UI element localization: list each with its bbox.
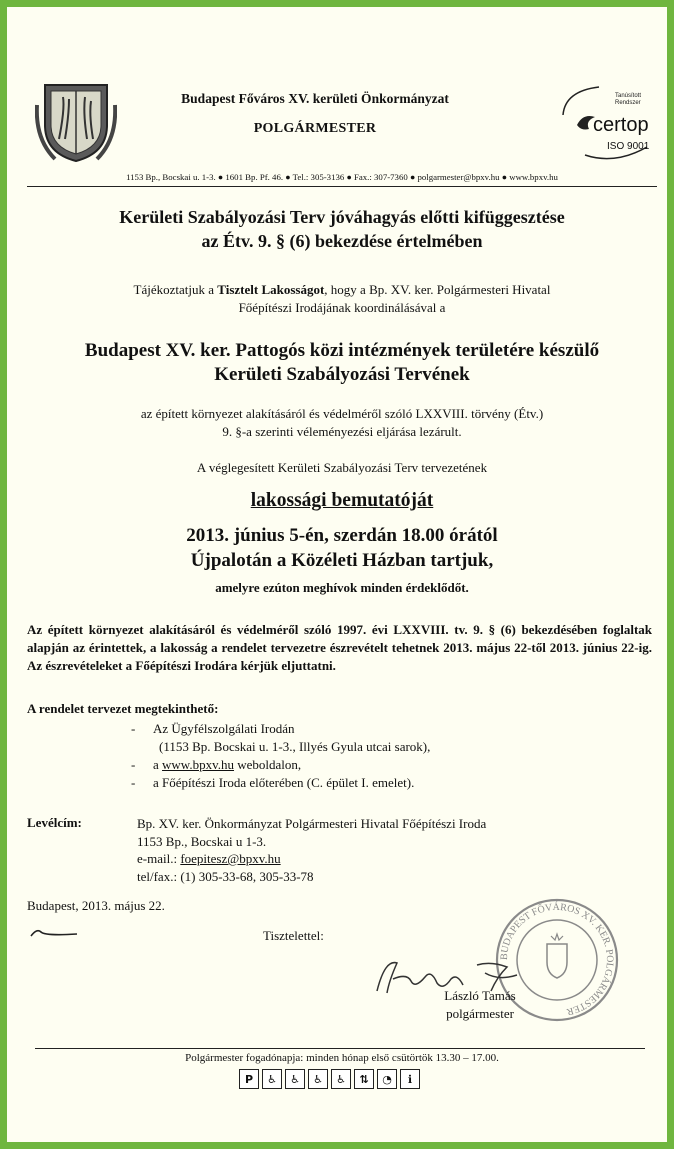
info-desk-icon: ℹ bbox=[400, 1069, 420, 1089]
view-locations-list bbox=[131, 720, 430, 792]
signer-title: polgármester bbox=[446, 1006, 514, 1021]
view-locations-title: A rendelet tervezet megtekinthető: bbox=[27, 701, 219, 716]
list-item-continuation: (1153 Bp. Bocskai u. 1-3., Illyés Gyula utcai sarok), bbox=[159, 739, 431, 754]
handwritten-mark bbox=[29, 922, 79, 942]
hearing-loop-icon: ◔ bbox=[377, 1069, 397, 1089]
list-item: - Az Ügyfélszolgálati Irodán bbox=[131, 721, 295, 736]
contact-line: 1153 Bp., Bocskai u. 1-3. ● 1601 Bp. Pf. 46. ● Tel.: 305-3136 ● Fax.: 307-7360 ● polgarmester@bpxv.hu ● www.bpxv.hu bbox=[27, 172, 657, 187]
accessible-toilet-icon: ♿ bbox=[285, 1069, 305, 1089]
document-date: Budapest, 2013. május 22. bbox=[27, 898, 165, 913]
phone-line: tel/fax.: (1) 305-33-68, 305-33-78 bbox=[137, 868, 314, 884]
event-line-2: Újpalotán a Közéleti Házban tartjuk, bbox=[190, 550, 494, 571]
intro-paragraph bbox=[27, 281, 657, 317]
project-line-1: Budapest XV. ker. Pattogós közi intézmények területére készülő bbox=[84, 340, 600, 361]
org-name: Budapest Főváros XV. kerületi Önkormányzat bbox=[181, 91, 449, 106]
intro-bold: Tisztelt Lakosságot bbox=[217, 282, 325, 297]
procedure-line-2: 9. §-a szerinti véleményezési eljárása lezárult. bbox=[222, 424, 462, 439]
office-hours: Polgármester fogadónapja: minden hónap első csütörtök 13.30 – 17.00. bbox=[185, 1052, 499, 1064]
procedure-line-1: az épített környezet alakításáról és védelméről szóló LXXVIII. törvény (Étv.) bbox=[140, 406, 544, 421]
address-line-1: Bp. XV. ker. Önkormányzat Polgármesteri Hivatal Főépítészi Iroda bbox=[137, 816, 487, 831]
presentation-heading: lakossági bemutatóját bbox=[250, 490, 434, 511]
wheelchair-icon: ♿ bbox=[308, 1069, 328, 1089]
list-item: - a Főépítészi Iroda előterében (C. épület I. emelet). bbox=[131, 775, 415, 790]
plan-paragraph: A véglegesített Kerületi Szabályozási Terv tervezetének bbox=[196, 460, 488, 475]
address-label: Levélcím: bbox=[27, 815, 82, 830]
accessible-parking-icon: ♿ bbox=[262, 1069, 282, 1089]
title-line-2: az Étv. 9. § (6) bekezdése értelmében bbox=[201, 231, 483, 251]
website-link[interactable]: www.bpxv.hu bbox=[162, 757, 235, 772]
elevator-icon: ⇅ bbox=[354, 1069, 374, 1089]
letterhead bbox=[35, 79, 650, 175]
office-name: POLGÁRMESTER bbox=[253, 121, 377, 136]
greeting: Tisztelettel: bbox=[263, 928, 324, 943]
project-title bbox=[27, 339, 657, 387]
legal-paragraph: Az épített környezet alakításáról és védelméről szóló 1997. évi LXXVIII. tv. 9. § (6) bekezdésében foglaltak alapján az érintettek, a lakosság a rendelet tervezetre észrevételt tehetnek 2013. május 22-től 2013. június 22-ig. Az észrevételeket a Főépítészi Irodára kérjük eljuttatni. bbox=[27, 622, 652, 673]
stamp-text: BUDAPEST FŐVÁROS XV. KER. POLGÁRMESTER bbox=[498, 901, 616, 1018]
signer-block bbox=[425, 987, 535, 1023]
page-title bbox=[27, 205, 657, 253]
email-link[interactable]: foepitesz@bpxv.hu bbox=[180, 851, 281, 866]
document-page bbox=[7, 7, 667, 1142]
cert-standard: ISO 9001 bbox=[607, 141, 650, 152]
intro-line-2: Főépítészi Irodájának koordinálásával a bbox=[238, 300, 446, 315]
accessible-entrance-icon: ♿ bbox=[331, 1069, 351, 1089]
invitation-text: amelyre ezúton meghívok minden érdeklődőt. bbox=[215, 580, 469, 595]
parking-icon: P bbox=[239, 1069, 259, 1089]
certop-iso-logo bbox=[555, 81, 653, 167]
list-item: - a www.bpxv.hu weboldalon, bbox=[131, 757, 302, 772]
address-block: Bp. XV. ker. Önkormányzat Polgármesteri Hivatal Főépítészi Iroda 1153 Bp., Bocskai u 1-3. e-mail.: foepitesz@bpxv.hu tel/fax.: (1) 305-33-68, 305-33-78 bbox=[137, 816, 487, 884]
cert-brand: certop bbox=[593, 114, 649, 136]
procedure-paragraph bbox=[27, 405, 657, 441]
event-line-1: 2013. június 5-én, szerdán 18.00 órától bbox=[186, 525, 498, 546]
title-line-1: Kerületi Szabályozási Terv jóváhagyás előtti kifüggesztése bbox=[119, 207, 565, 227]
cert-line2: Rendszer bbox=[615, 100, 641, 106]
intro-pre: Tájékoztatjuk a bbox=[133, 282, 218, 297]
signer-name: László Tamás bbox=[444, 988, 516, 1003]
intro-post: , hogy a Bp. XV. ker. Polgármesteri Hivatal bbox=[324, 282, 551, 297]
accessibility-icons bbox=[239, 1069, 420, 1091]
coat-of-arms-logo bbox=[35, 79, 117, 165]
address-line-2: 1153 Bp., Bocskai u 1-3. bbox=[137, 833, 267, 849]
event-details bbox=[27, 523, 657, 573]
project-line-2: Kerületi Szabályozási Tervének bbox=[214, 364, 470, 385]
footer-divider bbox=[35, 1048, 645, 1049]
cert-line1: Tanúsított bbox=[615, 93, 642, 99]
